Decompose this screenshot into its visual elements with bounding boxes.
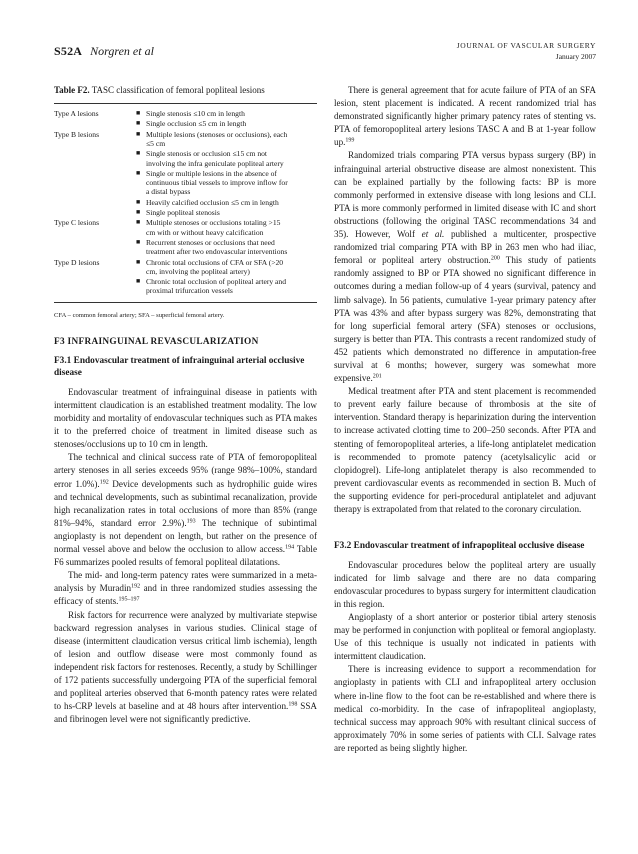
right-column [334, 84, 596, 755]
running-head-left [54, 44, 154, 59]
citation: 201 [372, 373, 382, 380]
table-row [54, 238, 317, 257]
table-row [54, 218, 317, 237]
lesion-type-label [54, 238, 136, 257]
bullet-square-icon: ■ [136, 149, 141, 158]
citation: 192 [99, 479, 109, 486]
table-row [54, 208, 317, 217]
bullet-square-icon: ■ [136, 119, 141, 128]
paragraph: Randomized trials comparing PTA versus bypass surgery (BP) in infrainguinal arterial obstructive disease are almost nonexistent. This can be explained partially by the following facts: BP is more commonly performed in extensive disease with long lesions and CLI. PTA is more commonly performed in limited disease with IC and short obstructions (following the original TASC recommendations 34 and 35). However, Wolf et al. published a multicenter, prospective randomized trial comparing PTA with BP in 263 men who had iliac, femoral or popliteal artery obstruction.$^{200}$ This study of patients randomly assigned to BP or PTA showed no significant difference in outcomes during a median follow-up of 4 years (survival, patency and limb salvage). In 56 patients, cumulative 1-year primary patency after PTA was 43% and after bypass surgery was 82%, demonstrating that for long superficial femoral artery (SFA) stenoses or occlusions, surgery is better than PTA. This contrasts a recent randomized study of 452 patients which demonstrated no difference in amputation-free survival at 6 months; however, surgery was somewhat more expensive.$^{201}$ [334, 150, 597, 384]
lesion-criterion: Single occlusion ≤5 cm in length [146, 119, 247, 129]
table-row [54, 109, 317, 118]
table-row [54, 258, 317, 277]
bullet-square-icon: ■ [136, 208, 141, 217]
bullet-square-icon: ■ [136, 257, 141, 266]
issue-date: January 2007 [555, 52, 596, 61]
lesion-type-label: Type C lesions [54, 218, 100, 228]
lesion-criterion: Heavily calcified occlusion ≤5 cm in length [146, 197, 279, 207]
subsection-heading-f3-2: F3.2 Endovascular treatment of infrapopliteal occlusive disease [334, 541, 585, 552]
lesion-criterion: Chronic total occlusions of CFA or SFA (>20 cm, involving the popliteal artery) [146, 257, 284, 276]
paragraph: Medical treatment after PTA and stent placement is recommended to prevent early failure because of thrombosis at the site of intervention. Standard therapy is heparinization during the intervention to increase activated clotting time to 200–250 seconds. After PTA and stenting of femoropopliteal arteries, a life-long antiplatelet medication is recommended to promote patency (acetylsalicylic acid or clopidogrel). Life-long antiplatelet therapy is also recommended to prevent cardiovascular events as recommended in section B. Much of the supporting evidence for peri-procedural antiplatelet and adjuvant therapy is extrapolated from that related to the coronary circulation. [334, 386, 596, 514]
citation: 199 [345, 137, 355, 144]
bullet-square-icon: ■ [136, 277, 141, 286]
lesion-criterion: Single or multiple lesions in the absence of continuous tibial vessels to improve inflow for a distal bypass [146, 168, 288, 197]
page-code: S52A [54, 44, 83, 58]
table-label: Table F2. [54, 85, 90, 95]
table-row [54, 130, 317, 149]
table-row [54, 198, 317, 207]
citation: 200 [490, 255, 500, 262]
bullet-square-icon: ■ [136, 129, 141, 138]
table-title: TASC classification of femoral popliteal lesions [89, 85, 265, 95]
table-row [54, 169, 317, 197]
bullet-square-icon: ■ [136, 218, 141, 227]
subsection-heading-f3-1: F3.1 Endovascular treatment of infrainguinal arterial occlusive disease [54, 355, 305, 379]
lesion-type-label [54, 208, 136, 217]
table-footnote: CFA – common femoral artery; SFA – superficial femoral artery. [54, 311, 225, 319]
paragraph: Endovascular procedures below the popliteal artery are usually indicated for limb salvage and there are no data comparing endovascular procedures to bypass surgery for intermittent claudication in this region. [334, 559, 596, 609]
lesion-criterion: Chronic total occlusion of popliteal artery and proximal trifurcation vessels [146, 277, 287, 296]
lesion-type-label [54, 169, 136, 197]
bullet-square-icon: ■ [136, 109, 141, 118]
bullet-square-icon: ■ [136, 168, 141, 177]
lesion-type-label: Type B lesions [54, 129, 100, 139]
lesion-type-label [54, 149, 136, 168]
lesion-type-label [54, 119, 136, 128]
table-row [54, 149, 317, 168]
lesion-criterion: Single stenosis ≤10 cm in length [146, 109, 245, 119]
paragraph: The mid- and long-term patency rates were summarized in a meta-analysis by Muradin$^{192}$ and in three randomized studies assessing the efficacy of stents.$^{195-197}$ [54, 570, 317, 607]
citation: 192 [131, 583, 141, 590]
tasc-table [54, 104, 317, 302]
paragraph: Angioplasty of a short anterior or posterior tibial artery stenosis may be performed in conjunction with popliteal or femoral angioplasty. Use of this technique is usually not indicated in patients with intermittent claudication. [334, 611, 596, 662]
lesion-criterion: Recurrent stenoses or occlusions that need treatment after two endovascular interventions [146, 237, 288, 257]
paragraph: The technical and clinical success rate of PTA of femoropopliteal artery stenoses in all series exceeds 95% (range 98%–100%, standard error 1.0%).$^{192}$ Device developments such as hydrophilic guide wires and technical developments, such as subintimal recanalization, provide high recanalization rates in total occlusions of more than 85% (range 81%–94%, standard error 2.9%).$^{193}$ The technique of subintimal angioplasty is not dependent on length, but rather on the presence of normal vessel above and below the occlusion to allow access.$^{194}$ Table F6 summarizes pooled results of femoral popliteal dilatations. [54, 452, 318, 568]
running-authors: Norgren et al [90, 44, 154, 58]
citation: 193 [186, 518, 196, 525]
lesion-type-label [54, 198, 136, 207]
lesion-criterion: Single stenosis or occlusion ≤15 cm not involving the infra geniculate popliteal artery [146, 149, 284, 168]
citation: 195–197 [118, 596, 140, 603]
paragraph: Endovascular treatment of infrainguinal disease in patients with intermittent claudication is an established treatment modality. The low morbidity and mortality of endovascular techniques such as PTA makes it to the preferred choice of treatment in limited disease such as stenoses/occlusions up to 10 cm in length. [54, 386, 317, 450]
paragraph: Risk factors for recurrence were analyzed by multivariate stepwise backward regression analyses in various studies. Clinical stage of disease (intermittent claudication versus critical limb ischemia), length of lesion and outflow disease were most commonly found as independent risk factors for restenoses. Recently, a study by Schillinger of 172 patients successfully undergoing PTA of the superficial femoral and popliteal arteries observed that 6-month patency rates were related to hs-CRP levels at baseline and at 48 hours after intervention.$^{198}$ SSA and fibrinogen level were not significantly predictive. [54, 609, 317, 725]
section-heading: F3 INFRAINGUINAL REVASCULARIZATION [54, 336, 259, 347]
bullet-square-icon: ■ [136, 237, 141, 246]
paragraph: There is general agreement that for acute failure of PTA of an SFA lesion, stent placement is indicated. A recent randomized trial has demonstrated significantly higher primary patency rates of stenting vs. PTA of femoropopliteal artery lesions TASC A and B at 1-year follow up.$^{199}$ [334, 85, 596, 148]
journal-name: JOURNAL OF VASCULAR SURGERY [456, 41, 596, 50]
lesion-type-label [54, 277, 136, 296]
table-caption [54, 84, 317, 97]
lesion-criterion: Multiple stenoses or occlusions totaling >15 cm with or without heavy calcification [146, 218, 281, 237]
bullet-square-icon: ■ [136, 197, 141, 206]
table-row [54, 119, 317, 128]
lesion-type-label: Type A lesions [54, 109, 99, 119]
left-column [54, 84, 317, 726]
citation: 194 [285, 544, 295, 551]
citation: 198 [288, 701, 298, 708]
lesion-type-label: Type D lesions [54, 257, 100, 267]
paragraph: There is increasing evidence to support a recommendation for angioplasty in patients with CLI and infrapopliteal artery occlusion where in-line flow to the foot can be re-established and where there is medical co-morbidity. In the case of infrapopliteal angioplasty, technical success may approach 90% with resultant clinical success of approximately 70% in some series of patients with CLI. Salvage rates are reported as being slightly higher. [334, 664, 596, 753]
table-bottom-rule [54, 302, 317, 303]
lesion-criterion: Single popliteal stenosis [146, 208, 220, 218]
lesion-criterion: Multiple lesions (stenoses or occlusions), each ≤5 cm [146, 129, 288, 148]
running-head-right [457, 40, 596, 62]
table-row [54, 277, 317, 296]
